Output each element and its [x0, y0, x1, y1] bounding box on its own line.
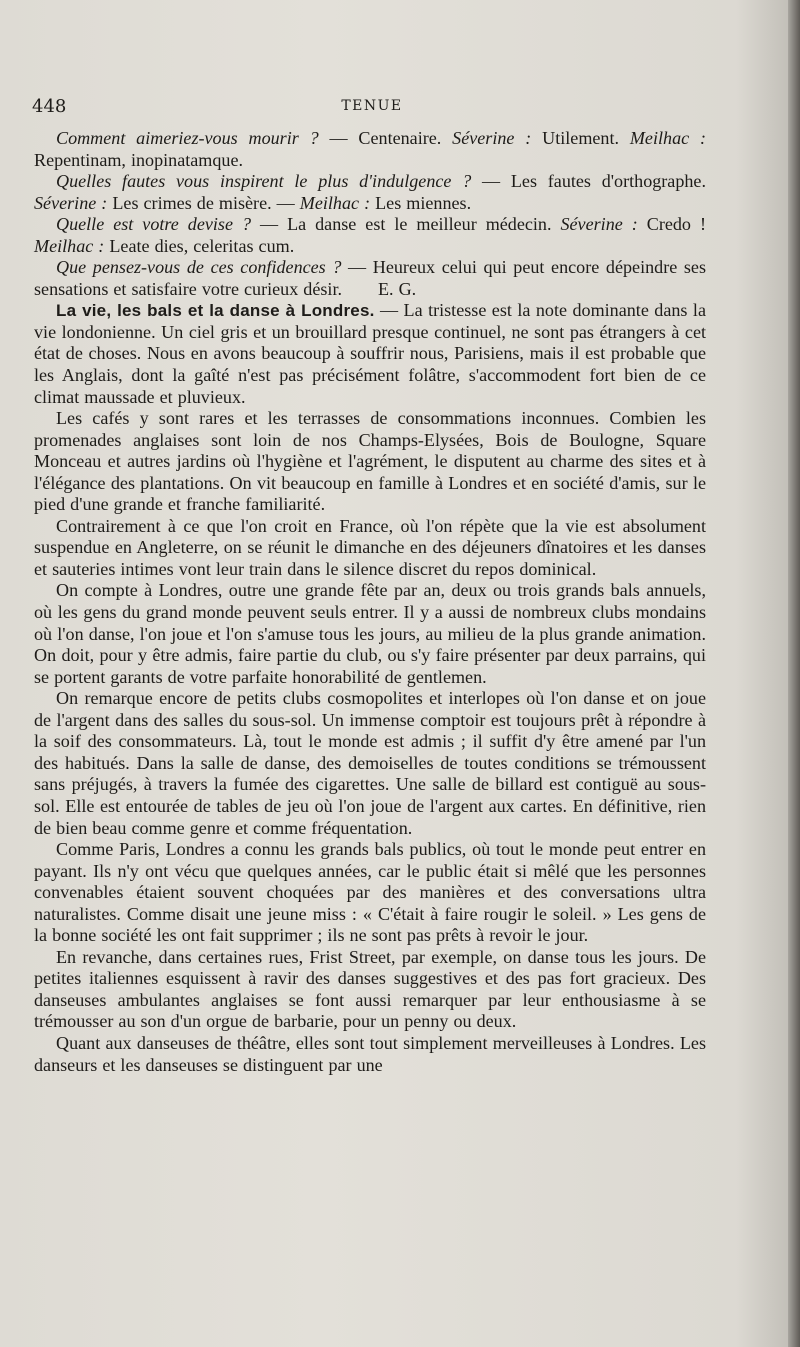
paragraph: Contrairement à ce que l'on croit en France, où l'on répète que la vie est absolument suspendue en Angleterre, on se réunit le dimanche en des déjeuners dînatoires et les danses et sauteries intimes vont leur train dans le silence discret du repos dominical.: [34, 515, 706, 579]
running-title: TENUE: [341, 98, 403, 114]
qa-item: Quelle est votre devise ? — La danse est le meilleur médecin. Séverine : Credo ! Meilhac : Leate dies, celeritas cum.: [34, 214, 706, 256]
qa-question: Quelles fautes vous inspirent le plus d'indulgence ?: [56, 171, 472, 192]
qa-question: Que pensez-vous de ces confidences ?: [56, 257, 342, 278]
qa-question: Quelle est votre devise ?: [56, 214, 252, 235]
paragraph: On remarque encore de petits clubs cosmopolites et interlopes où l'on danse et on joue de l'argent dans des salles du sous-sol. Un immense comptoir est toujours prêt à répondre à la soif des consommateurs. Là, tout le monde est admis ; il suffit d'y être amené par l'un des habitués. Dans la salle de danse, des demoiselles de toutes conditions se trémoussent sans préjugés, à travers la fumée des cigarettes. Une salle de billard est contiguë au sous-sol. Elle est entourée de tables de jeu où l'on joue de l'argent aux cartes. En définitive, rien de bien beau comme genre et comme fréquentation.: [34, 688, 706, 838]
respondent-name: Meilhac :: [34, 235, 105, 256]
respondent-name: Séverine :: [560, 214, 638, 235]
paragraph: Les cafés y sont rares et les terrasses de consommations inconnues. Combien les promenades anglaises sont loin de nos Champs-Elysées, Bois de Boulogne, Square Monceau et autres jardins où l'hygiène et l'agrément, le disputent au charme des sites et à l'élégance des plantations. On vit beaucoup en famille à Londres et en société d'amis, sur le pied d'une grande et franche familiarité.: [34, 408, 706, 515]
paragraph: Comme Paris, Londres a connu les grands bals publics, où tout le monde peut entrer en payant. Ils n'y ont vécu que quelques années, car le public était si mêlé que les personnes convenables étaient souvent choquées par des manières et des conversations ultra naturalistes. Comme disait une jeune miss : « C'était à faire rougir le soleil. » Les gens de la bonne société les ont fait supprimer ; ils ne sont pas prêts à revoir le jour.: [34, 839, 706, 946]
section-heading: La vie, les bals et la danse à Londres.: [56, 301, 375, 321]
body-text: [34, 128, 706, 1076]
section-lead: — La tristesse est la note dominante dans la vie londonienne. Un ciel gris et un brouillard presque continuel, ne sont pas étrangers à cet état de choses. Nous en avons beaucoup à souffrir nous, Parisiens, mais il est probable que les Anglais, dont la gaîté n'est pas précisément folâtre, s'accommodent fort bien de ce climat maussade et pluvieux.: [34, 300, 706, 407]
qa-item: Quelles fautes vous inspirent le plus d'indulgence ? — Les fautes d'orthographe. Séverine : Les crimes de misère. — Meilhac : Les miennes.: [34, 171, 706, 213]
page-number: 448: [32, 96, 67, 117]
page-edge-shadow: [788, 0, 800, 1347]
qa-question: Comment aimeriez-vous mourir ?: [56, 128, 319, 148]
qa-item: Comment aimeriez-vous mourir ? — Centenaire. Séverine : Utilement. Meilhac : Repentinam, inopinatamque.: [34, 128, 706, 170]
paragraph: Quant aux danseuses de théâtre, elles sont tout simplement merveilleuses à Londres. Les danseurs et les danseuses se distinguent par une: [34, 1032, 706, 1075]
paragraph: On compte à Londres, outre une grande fête par an, deux ou trois grands bals annuels, où les gens du grand monde peuvent seuls entrer. Il y a aussi de nombreux clubs mondains où l'on danse, l'on joue et l'on s'amuse tous les jours, au milieu de la plus grande animation. On doit, pour y être admis, faire partie du club, ou s'y faire présenter par deux parrains, qui se portent garants de votre parfaite honorabilité de gentlemen.: [34, 580, 706, 687]
respondent-name: Séverine :: [452, 128, 532, 148]
respondent-name: Séverine :: [34, 192, 108, 213]
page-header: [32, 96, 712, 120]
qa-item: Que pensez-vous de ces confidences ? — Heureux celui qui peut encore dépeindre ses sensations et satisfaire votre curieux désir. E. G.: [34, 257, 706, 299]
respondent-name: Meilhac :: [299, 192, 371, 213]
section-paragraph: [34, 300, 706, 408]
signature: E. G.: [378, 278, 417, 299]
respondent-name: Meilhac :: [629, 128, 706, 148]
paragraph: En revanche, dans certaines rues, Frist Street, par exemple, on danse tous les jours. De petites italiennes esquissent à ravir des danses suggestives et des pas fort gracieux. Des danseuses ambulantes anglaises se font aussi remarquer par leur enthousiasme à se trémousser au son d'un orgue de barbarie, pour un penny ou deux.: [34, 946, 706, 1032]
